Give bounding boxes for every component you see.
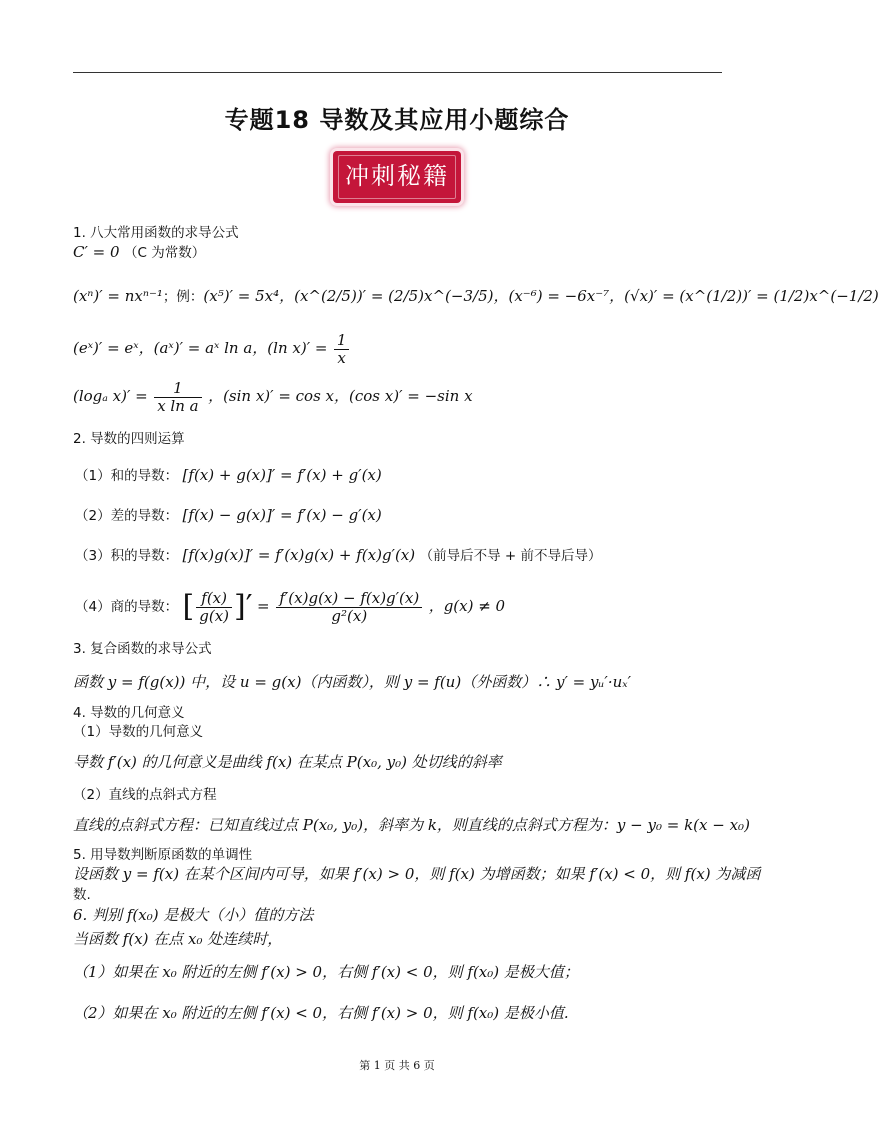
log-frac-num: 1 xyxy=(154,380,201,398)
ln-frac-den: x xyxy=(337,348,346,367)
stamp-badge xyxy=(333,151,461,203)
quot-rhs-den: g²(x) xyxy=(331,606,368,625)
log-trig-rules xyxy=(73,378,473,415)
section-6-heading: 6. 判别 f(x₀) 是极大（小）值的方法 xyxy=(73,906,314,924)
header-rule xyxy=(73,72,722,73)
geo-meaning: 导数 f′(x) 的几何意义是曲线 f(x) 在某点 P(x₀, y₀) 处切线的斜率 xyxy=(73,753,502,771)
quotient-rule xyxy=(75,588,505,625)
page-footer: 第 1 页 共 6 页 xyxy=(359,1059,435,1072)
quot-lhs-fraction xyxy=(196,590,232,625)
quot-lhs-den: g(x) xyxy=(199,606,230,625)
ln-frac-num: 1 xyxy=(334,332,350,350)
section-3-heading: 3. 复合函数的求导公式 xyxy=(73,641,212,657)
quot-rhs-fraction xyxy=(276,590,422,625)
diff-rule xyxy=(75,506,382,525)
sum-label: （1）和的导数： xyxy=(75,468,179,484)
example-label: ；例： xyxy=(162,289,204,305)
power-formula: (xⁿ)′ = nxⁿ⁻¹ xyxy=(73,287,163,305)
constant-formula: C′ = 0 xyxy=(73,243,120,261)
quot-equals: = xyxy=(257,597,275,615)
ln-fraction xyxy=(334,332,350,367)
quot-label: （4）商的导数： xyxy=(75,599,179,615)
constant-note: （C 为常数） xyxy=(123,245,206,261)
section-2-heading: 2. 导数的四则运算 xyxy=(73,431,185,447)
quot-bracket-right: ]′ xyxy=(234,589,253,624)
chain-rule: 函数 y = f(g(x)) 中，设 u = g(x)（内函数），则 y = f(u)（外函数）∴ y′ = yᵤ′·uₓ′ xyxy=(73,673,631,691)
quot-condition: ，g(x) ≠ 0 xyxy=(428,597,506,615)
sum-rule xyxy=(75,466,382,485)
extremum-condition: 当函数 f(x) 在点 x₀ 处连续时， xyxy=(73,930,283,948)
diff-label: （2）差的导数： xyxy=(75,508,179,524)
prod-label: （3）积的导数： xyxy=(75,548,179,564)
geo-sub2: （2）直线的点斜式方程 xyxy=(73,787,217,803)
log-lhs: (logₐ x)′ = xyxy=(73,387,148,405)
constant-rule xyxy=(73,243,205,262)
log-fraction xyxy=(154,380,201,415)
exp-log-rules xyxy=(73,330,351,367)
quot-bracket-left: [ xyxy=(182,589,195,624)
diff-formula: [f(x) − g(x)]′ = f′(x) − g′(x) xyxy=(182,506,382,524)
point-slope-line: 直线的点斜式方程：已知直线过点 P(x₀, y₀)，斜率为 k，则直线的点斜式方程为：y − y₀ = k(x − x₀) xyxy=(73,816,750,834)
page-title: 专题18 导数及其应用小题综合 xyxy=(224,106,570,134)
power-rule xyxy=(73,287,879,306)
power-examples: (x⁵)′ = 5x⁴，(x^(2/5))′ = (2/5)x^(−3/5)，(x⁻⁶) = −6x⁻⁷，(√x)′ = (x^(1/2))′ = (1/2)x^(−1/2) xyxy=(203,287,879,305)
prod-note: （前导后不导 + 前不导后导） xyxy=(419,548,602,564)
monotonic-line-1: 设函数 y = f(x) 在某个区间内可导，如果 f′(x) > 0，则 f(x) 为增函数；如果 f′(x) < 0，则 f(x) 为减函 xyxy=(73,865,761,883)
prod-formula: [f(x)g(x)]′ = f′(x)g(x) + f(x)g′(x) xyxy=(182,546,416,564)
extremum-max: （1）如果在 x₀ 附近的左侧 f′(x) > 0，右侧 f′(x) < 0，则 f(x₀) 是极大值； xyxy=(73,963,579,981)
section-1-heading: 1. 八大常用函数的求导公式 xyxy=(73,225,239,241)
trig-formulas: ，(sin x)′ = cos x，(cos x)′ = −sin x xyxy=(208,387,473,405)
quot-lhs-num: f(x) xyxy=(196,590,232,608)
stamp-text: 冲刺秘籍 xyxy=(345,162,449,190)
sum-formula: [f(x) + g(x)]′ = f′(x) + g′(x) xyxy=(182,466,382,484)
geo-sub1: （1）导数的几何意义 xyxy=(73,724,204,740)
extremum-min: （2）如果在 x₀ 附近的左侧 f′(x) < 0，右侧 f′(x) > 0，则 f(x₀) 是极小值. xyxy=(73,1004,569,1022)
stamp-border xyxy=(338,155,456,199)
product-rule xyxy=(75,546,601,565)
quot-rhs-num: f′(x)g(x) − f(x)g′(x) xyxy=(276,590,422,608)
log-frac-den: x ln a xyxy=(157,396,199,415)
section-5-heading: 5. 用导数判断原函数的单调性 xyxy=(73,847,253,863)
section-4-heading: 4. 导数的几何意义 xyxy=(73,705,185,721)
exp-formulas: (eˣ)′ = eˣ，(aˣ)′ = aˣ ln a，(ln x)′ = xyxy=(73,339,328,357)
monotonic-line-2: 数. xyxy=(73,887,91,903)
